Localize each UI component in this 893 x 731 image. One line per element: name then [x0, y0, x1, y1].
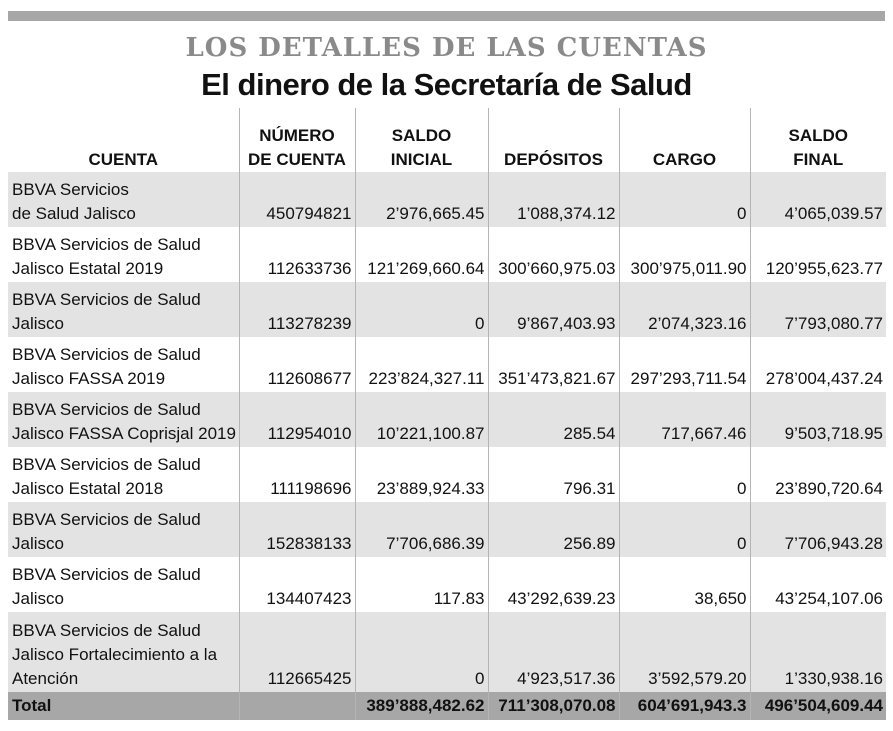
table-row	[8, 282, 886, 337]
total-saldo-inicial: 389’888,482.62	[355, 692, 488, 720]
table-row	[8, 337, 886, 392]
account-name: BBVA Servicios de Salud Jalisco FASSA 2019	[12, 345, 201, 388]
account-number: 113278239	[239, 282, 355, 337]
depositos: 300’660,975.03	[488, 227, 619, 282]
cargo: 717,667.46	[619, 392, 750, 447]
table-row	[8, 172, 886, 227]
total-cargo: 604’691,943.3	[619, 692, 750, 720]
col-header-cargo: CARGO	[619, 108, 750, 172]
table-row	[8, 612, 886, 692]
saldo-final: 7’706,943.28	[750, 502, 886, 557]
saldo-final: 43’254,107.06	[750, 557, 886, 612]
saldo-inicial: 7’706,686.39	[355, 502, 488, 557]
saldo-final: 1’330,938.16	[750, 612, 886, 692]
saldo-final: 278’004,437.24	[750, 337, 886, 392]
depositos: 4’923,517.36	[488, 612, 619, 692]
depositos: 796.31	[488, 447, 619, 502]
saldo-inicial: 223’824,327.11	[355, 337, 488, 392]
account-name: BBVA Servicios de Salud Jalisco	[8, 282, 239, 337]
total-label: Total	[8, 692, 239, 720]
account-number: 112608677	[239, 337, 355, 392]
saldo-inicial: 117.83	[355, 557, 488, 612]
cargo: 38,650	[619, 557, 750, 612]
saldo-final: 9’503,718.95	[750, 392, 886, 447]
account-number: 112954010	[239, 392, 355, 447]
kicker-heading: LOS DETALLES DE LAS CUENTAS	[185, 33, 708, 63]
saldo-final: 23’890,720.64	[750, 447, 886, 502]
account-name: BBVA Servicios de Salud Jalisco	[12, 565, 201, 608]
top-rule	[8, 11, 885, 21]
saldo-inicial: 2’976,665.45	[355, 172, 488, 227]
total-account-number	[239, 692, 355, 720]
saldo-final: 7’793,080.77	[750, 282, 886, 337]
cargo: 2’074,323.16	[619, 282, 750, 337]
depositos: 43’292,639.23	[488, 557, 619, 612]
col-header-saldo-final: SALDO FINAL	[750, 108, 886, 172]
col-header-numero: NÚMERO DE CUENTA	[239, 108, 355, 172]
account-number: 112633736	[239, 227, 355, 282]
cargo: 3’592,579.20	[619, 612, 750, 692]
cargo: 297’293,711.54	[619, 337, 750, 392]
depositos: 9’867,403.93	[488, 282, 619, 337]
saldo-inicial: 121’269,660.64	[355, 227, 488, 282]
table-row	[8, 557, 886, 612]
saldo-inicial: 0	[355, 612, 488, 692]
account-name: BBVA Servicios de Salud Jalisco Estatal 2019	[12, 235, 201, 278]
saldo-inicial: 10’221,100.87	[355, 392, 488, 447]
saldo-inicial: 23’889,924.33	[355, 447, 488, 502]
depositos: 285.54	[488, 392, 619, 447]
table-row	[8, 502, 886, 557]
account-number: 152838133	[239, 502, 355, 557]
col-header-cuenta: CUENTA	[88, 150, 159, 169]
total-saldo-final: 496’504,609.44	[750, 692, 886, 720]
table-row	[8, 227, 886, 282]
account-number: 111198696	[239, 447, 355, 502]
col-header-depositos: DEPÓSITOS	[488, 108, 619, 172]
total-depositos: 711’308,070.08	[488, 692, 619, 720]
cargo: 300’975,011.90	[619, 227, 750, 282]
account-name: BBVA Servicios de Salud Jalisco	[8, 172, 239, 227]
depositos: 1’088,374.12	[488, 172, 619, 227]
table-row	[8, 392, 886, 447]
saldo-final: 120’955,623.77	[750, 227, 886, 282]
depositos: 256.89	[488, 502, 619, 557]
account-number: 112665425	[239, 612, 355, 692]
account-number: 134407423	[239, 557, 355, 612]
account-name: BBVA Servicios de Salud Jalisco	[8, 502, 239, 557]
accounts-table	[8, 108, 886, 720]
depositos: 351’473,821.67	[488, 337, 619, 392]
account-name: BBVA Servicios de Salud Jalisco Fortalecimiento a la Atención	[8, 612, 239, 692]
account-number: 450794821	[239, 172, 355, 227]
cargo: 0	[619, 447, 750, 502]
saldo-inicial: 0	[355, 282, 488, 337]
total-row	[8, 692, 886, 720]
page-title: El dinero de la Secretaría de Salud	[201, 67, 692, 102]
account-name: BBVA Servicios de Salud Jalisco FASSA Coprisjal 2019	[8, 392, 239, 447]
saldo-final: 4’065,039.57	[750, 172, 886, 227]
header-row	[8, 108, 886, 172]
account-name: BBVA Servicios de Salud Jalisco Estatal 2018	[12, 455, 201, 498]
cargo: 0	[619, 172, 750, 227]
col-header-saldo-inicial: SALDO INICIAL	[355, 108, 488, 172]
table-row	[8, 447, 886, 502]
cargo: 0	[619, 502, 750, 557]
